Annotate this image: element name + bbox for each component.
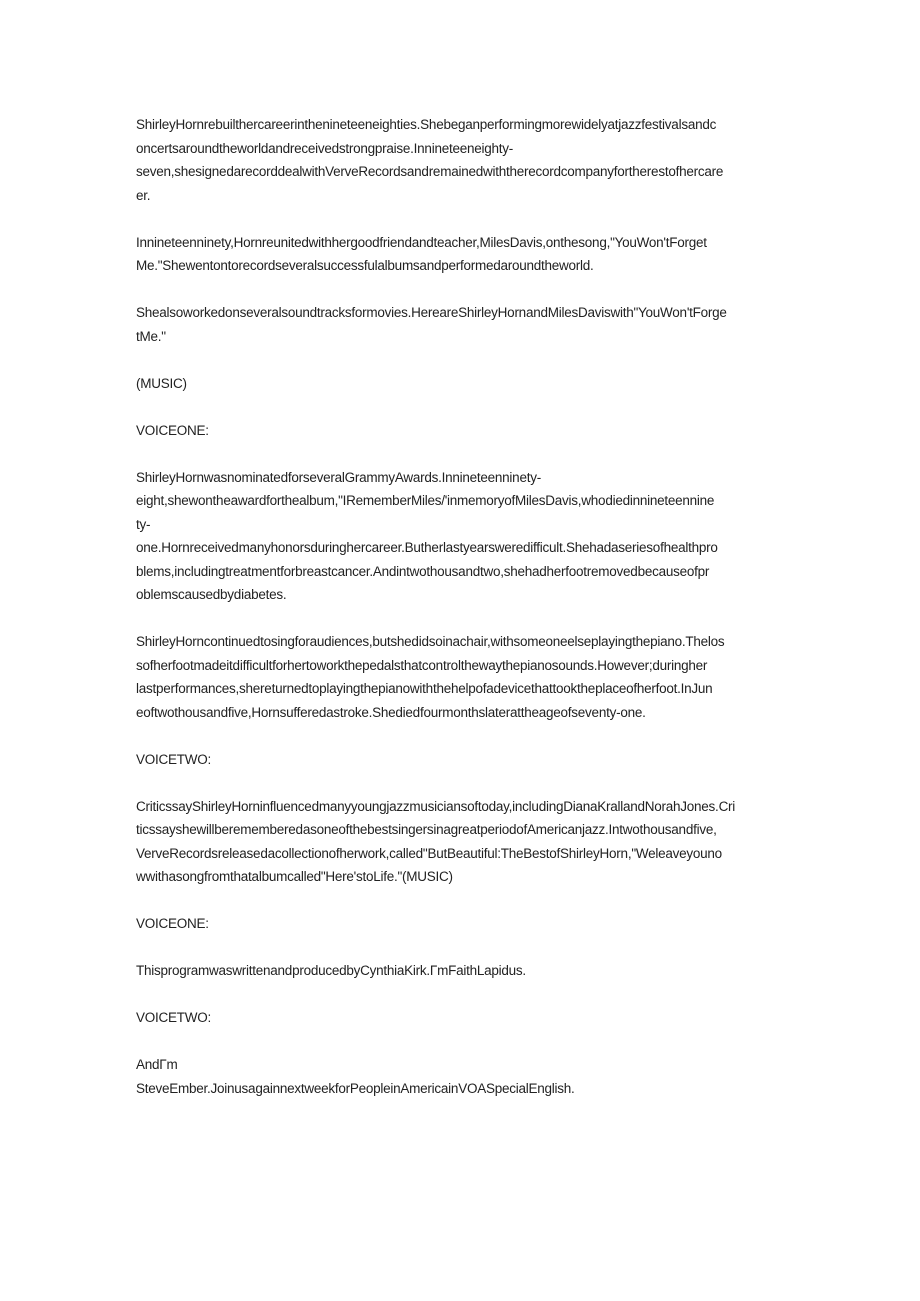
text-line: one.Hornreceivedmanyhonorsduringhercareer.Butherlastyearsweredifficult.Shehadaseriesofhealthpro xyxy=(136,540,718,555)
text-line: ShirleyHornrebuilthercareerinthenineteeneighties.Shebeganperformingmorewidelyatjazzfestivalsandc xyxy=(136,117,717,132)
speaker-label: VOICETWO: xyxy=(136,751,211,767)
speaker-label: VOICETWO: xyxy=(136,1010,211,1025)
text-line: sofherfootmadeitdifficultforhertoworkthepedalsthatcontrolthewaythepianosounds.However;duringher xyxy=(136,657,708,673)
paragraph-music-cue xyxy=(136,372,786,396)
paragraph-career-rebuild xyxy=(136,113,786,207)
speaker-label: VOICEONE: xyxy=(136,422,209,438)
text-line: ticssayshewillberememberedasoneofthebestsingersinagreatperiodofAmericanjazz.Intwothousandfive, xyxy=(136,822,717,837)
text-line: seven,shesignedarecorddealwithVerveRecordsandremainedwiththerecordcompanyfortherestofhercare xyxy=(136,164,724,179)
text-line: SteveEmber.JoinusagainnextweekforPeopleinAmericainVOASpecialEnglish. xyxy=(136,1080,575,1096)
paragraph-grammy xyxy=(136,466,786,607)
paragraph-soundtracks xyxy=(136,301,786,348)
paragraph-credits xyxy=(136,959,786,983)
text-line: ty- xyxy=(136,516,151,532)
text-line: Shealsoworkedonseveralsoundtracksformovies.HereareShirleyHornandMilesDaviswith"YouWon'tForge xyxy=(136,305,727,320)
text-line: er. xyxy=(136,187,151,203)
paragraph-speaker-voice-two xyxy=(136,748,786,772)
paragraph-critics xyxy=(136,795,786,889)
paragraph-speaker-voice-one xyxy=(136,419,786,443)
text-line: ShirleyHornwasnominatedforseveralGrammyAwards.Innineteenninety- xyxy=(136,469,541,485)
text-line: AndΓm xyxy=(136,1057,178,1072)
text-line: wwithasongfromthatalbumcalled"Here'stoLife."(MUSIC) xyxy=(136,869,453,884)
paragraph-speaker-voice-two xyxy=(136,1006,786,1030)
text-line: eight,shewontheawardforthealbum,"IRememberMiles/'inmemoryofMilesDavis,whodiedinnineteennine xyxy=(136,493,715,508)
paragraph-later-years xyxy=(136,630,786,724)
text-line: Me."Shewentontorecordseveralsuccessfulalbumsandperformedaroundtheworld. xyxy=(136,258,594,273)
speaker-label: VOICEONE: xyxy=(136,916,209,931)
text-line: tMe." xyxy=(136,328,166,344)
text-line: VerveRecordsreleasedacollectionofherwork,called"ButBeautiful:TheBestofShirleyHorn,"Weleaveyouno xyxy=(136,845,722,861)
text-line: ShirleyHorncontinuedtosingforaudiences,butshedidsoinachair,withsomeoneelseplayingthepiano.Thelos xyxy=(136,634,725,649)
text-line: Innineteenninety,Hornreunitedwithhergoodfriendandteacher,MilesDavis,onthesong,"YouWon'tForget xyxy=(136,234,707,250)
text-line: CriticssayShirleyHorninfluencedmanyyoungjazzmusiciansoftoday,includingDianaKrallandNorahJones.Cri xyxy=(136,798,736,814)
text-line: oncertsaroundtheworldandreceivedstrongpraise.Innineteeneighty- xyxy=(136,140,514,156)
text-line: oblemscausedbydiabetes. xyxy=(136,587,287,602)
text-line: ThisprogramwaswrittenandproducedbyCynthiaKirk.ΓmFaithLapidus. xyxy=(136,963,526,978)
text-line: eoftwothousandfive,Hornsufferedastroke.Shediedfourmonthslaterattheageofseventy-one. xyxy=(136,704,646,720)
text-line: blems,includingtreatmentforbreastcancer.Andintwothousandtwo,shehadherfootremovedbecauseofpr xyxy=(136,563,710,579)
document-body xyxy=(136,113,786,1124)
paragraph-miles-davis xyxy=(136,231,786,278)
paragraph-signoff xyxy=(136,1053,786,1100)
paragraph-speaker-voice-one xyxy=(136,912,786,936)
text-line: lastperformances,shereturnedtoplayingthepianowiththehelpofadevicethattooktheplaceofherfoot.InJun xyxy=(136,681,713,696)
text-line: (MUSIC) xyxy=(136,375,187,391)
